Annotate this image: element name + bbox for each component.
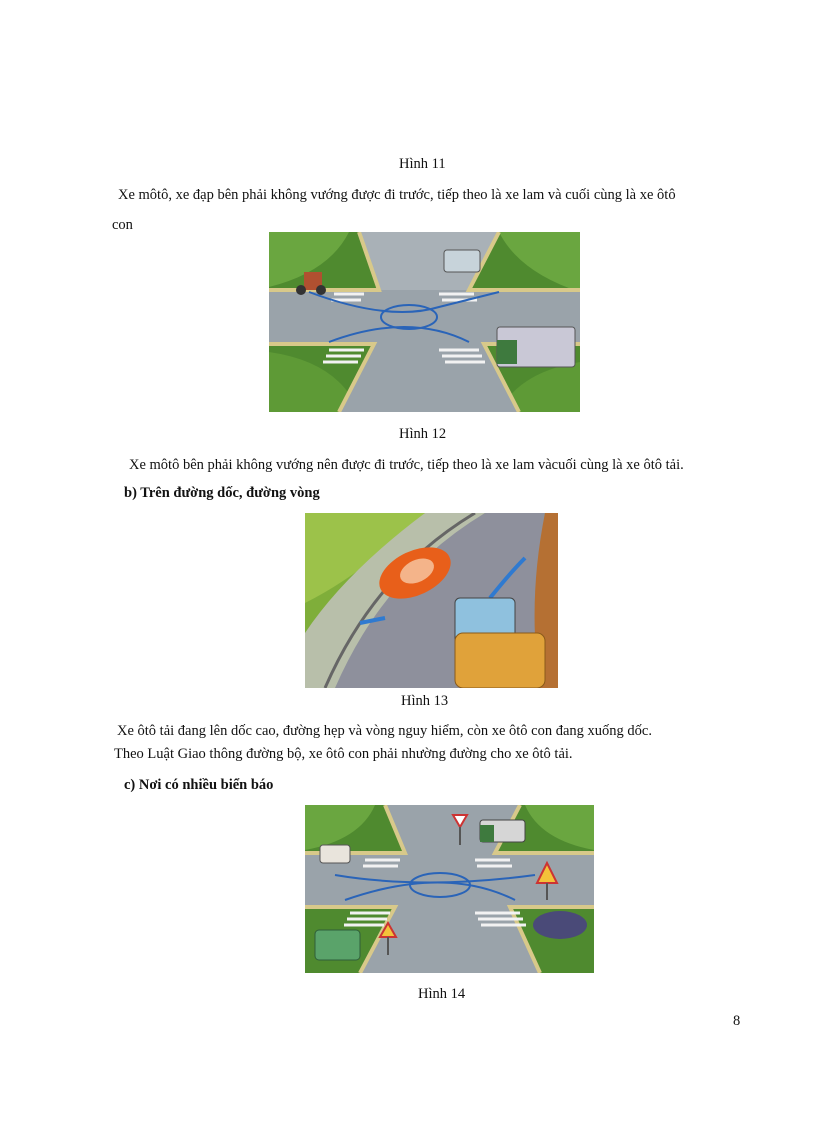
figure-11-caption: Hình 11 [399,156,446,172]
paragraph-2: Xe môtô bên phải không vướng nên được đi trước, tiếp theo là xe lam vàcuối cùng là xe ôtô tải. [129,457,684,473]
paragraph-1-line-2: con [112,217,133,233]
figure-14-image [305,805,594,973]
paragraph-1-line-1: Xe môtô, xe đạp bên phải không vướng được đi trước, tiếp theo là xe lam và cuối cùng là xe ôtô [118,187,676,203]
figure-14-caption: Hình 14 [418,986,466,1002]
section-heading-c: c) Nơi có nhiều biển báo [124,777,274,793]
paragraph-3-line-2: Theo Luật Giao thông đường bộ, xe ôtô con phải nhường đường cho xe ôtô tải. [114,746,573,762]
page-number: 8 [733,1013,741,1029]
figure-12-image [269,232,580,412]
figure-13-image [305,513,558,688]
section-heading-b: b) Trên đường dốc, đường vòng [124,485,320,501]
figure-12-caption: Hình 12 [399,426,447,442]
paragraph-3-line-1: Xe ôtô tải đang lên dốc cao, đường hẹp và vòng nguy hiểm, còn xe ôtô con đang xuống dốc. [117,723,652,739]
figure-13-caption: Hình 13 [401,693,449,709]
